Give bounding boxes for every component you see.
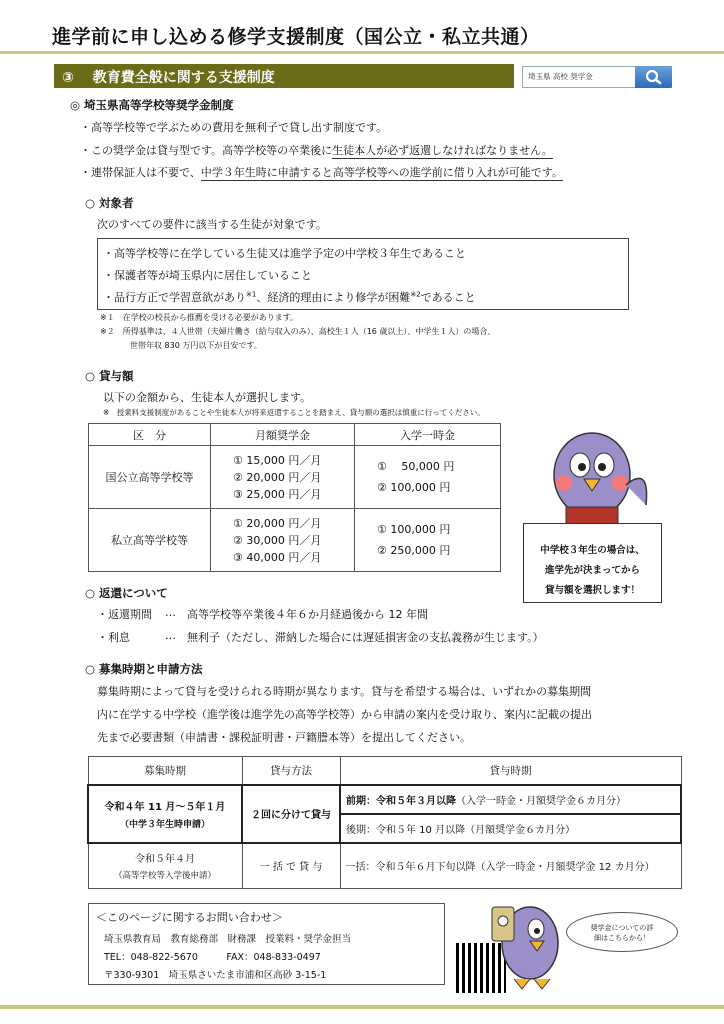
contact-line-1: 埼玉県教育局 教育総務部 財務課 授業料・奨学金担当	[104, 934, 352, 945]
program-bullet-2: ・この奨学金は貸与型です。高等学校等の卒業後に生徒本人が必ず返還しなければなりません。	[80, 144, 553, 157]
table-row	[89, 509, 501, 572]
category-cell: 国公立高等学校等	[89, 446, 211, 509]
eligibility-intro: 次のすべての要件に該当する生徒が対象です。	[97, 218, 327, 231]
application-text-1: 募集時期によって貸与を受けられる時期が異なります。貸与を希望する場合は、いずれかの募集期間	[97, 685, 592, 698]
contact-line-2: TEL：048-822-5670 FAX：048-833-0497	[104, 952, 321, 963]
page-title: 進学前に申し込める修学支援制度（国公立・私立共通）	[52, 26, 540, 48]
interest-text: 無利子（ただし、滞納した場合には遅延損害金の支払義務が生じます。）	[187, 631, 544, 644]
contact-heading: ＜このページに関するお問い合わせ＞	[96, 911, 283, 924]
loan-table	[88, 423, 501, 572]
repayment-period-label: ・返還期間	[97, 608, 152, 621]
program-bullet-3: ・連帯保証人は不要で、中学３年生時に申請すると高等学校等への進学前に借り入れが可能です。	[80, 166, 563, 179]
bottom-divider	[0, 1005, 724, 1009]
col-header-entry: 入学一時金	[355, 424, 501, 446]
timing-cell: 一括：令和５年６月下旬以降（入学一時金・月額奨学金 12 カ月分）	[340, 843, 681, 889]
application-text-3: 先まで必要書類（申請書・課税証明書・戸籍謄本等）を提出してください。	[97, 731, 471, 744]
section-number: ③	[62, 70, 74, 86]
underlined-text: 生徒本人が必ず返還しなければなりません。	[332, 144, 553, 157]
contact-line-3: 〒330-9301 埼玉県さいたま市浦和区高砂 3-15-1	[104, 970, 327, 981]
underlined-text: 中学３年生時に申請すると高等学校等への進学前に借り入れが可能です。	[200, 166, 563, 179]
repayment-period-sep: …	[165, 606, 176, 619]
loan-heading: ○ 貸与額	[85, 369, 134, 383]
search-button[interactable]	[635, 66, 672, 88]
section-header	[54, 64, 514, 88]
entry-cell: ① 100,000 円 ② 250,000 円	[355, 509, 501, 572]
timing-cell: 後期：令和５年 10 月以降（月額奨学金６カ月分）	[340, 814, 681, 843]
table-row	[89, 446, 501, 509]
monthly-cell: ① 20,000 円／月 ② 30,000 円／月 ③ 40,000 円／月	[211, 509, 355, 572]
col-header-method: 貸与方法	[242, 757, 340, 785]
interest-sep: …	[165, 629, 176, 642]
note-1: ※１ 在学校の校長から推薦を受ける必要があります。	[100, 313, 299, 322]
method-cell: ２回に分けて貸与	[242, 785, 340, 843]
timing-cell: 前期：令和５年３月以降（入学一時金・月額奨学金６カ月分）	[340, 785, 681, 814]
note-2-cont: 世帯年収 830 万円以下が目安です。	[130, 341, 262, 350]
program-bullet-1: ・高等学校等で学ぶための費用を無利子で貸し出す制度です。	[80, 121, 388, 134]
requirement-3: ・品行方正で学習意欲があり$^{※1}$、経済的理由により修学が困難$^{※2}$であること	[103, 290, 476, 304]
category-cell: 私立高等学校等	[89, 509, 211, 572]
period-cell: 令和５年４月 （高等学校等入学後申請）	[88, 843, 242, 889]
search-text: 埼玉県 高校 奨学金	[528, 72, 593, 81]
col-header-monthly: 月額奨学金	[211, 424, 355, 446]
application-heading: ○ 募集時期と申請方法	[85, 662, 203, 676]
interest-label: ・利息	[97, 631, 130, 644]
mascot-illustration	[530, 425, 660, 535]
mascot-speech-bubble: 中学校３年生の場合は、 進学先が決まってから 貸与額を選択します！	[523, 523, 662, 603]
requirement-2: ・保護者等が埼玉県内に居住していること	[103, 269, 312, 282]
table-row	[88, 785, 681, 814]
col-header-category: 区 分	[89, 424, 211, 446]
title-divider	[0, 51, 724, 54]
table-row	[88, 843, 681, 889]
period-cell: 令和４年 11 月～５年１月 （中学３年生時申請）	[88, 785, 242, 843]
application-table	[87, 756, 682, 889]
requirement-1: ・高等学校等に在学している生徒又は進学予定の中学校３年生であること	[103, 247, 466, 260]
program-heading: ◎ 埼玉県高等学校等奨学金制度	[70, 98, 234, 112]
repayment-heading: ○ 返還について	[85, 586, 168, 600]
eligibility-heading: ○ 対象者	[85, 196, 134, 210]
loan-note: ※ 授業料支援制度があることや生徒本人が将来返還することを踏まえ、貸与額の選択は慎重に行ってください。	[103, 408, 485, 417]
footer-speech-bubble: 奨学金についての詳 細はこちらから！	[566, 912, 678, 952]
col-header-timing: 貸与時期	[340, 757, 681, 785]
col-header-period: 募集時期	[88, 757, 242, 785]
section-title: 教育費全般に関する支援制度	[92, 70, 275, 86]
repayment-period-text: 高等学校等卒業後４年６か月経過後から 12 年間	[187, 608, 428, 621]
application-text-2: 内に在学する中学校（進学後は進学先の高等学校等）から申請の案内を受け取り、案内に記載の提出	[97, 708, 592, 721]
search-icon	[635, 66, 672, 88]
method-cell: 一 括 で 貸 与	[242, 843, 340, 889]
entry-cell: ① 50,000 円 ② 100,000 円	[355, 446, 501, 509]
monthly-cell: ① 15,000 円／月 ② 20,000 円／月 ③ 25,000 円／月	[211, 446, 355, 509]
loan-intro: 以下の金額から、生徒本人が選択します。	[103, 391, 312, 404]
footer-mascot-illustration	[486, 893, 572, 993]
note-2: ※２ 所得基準は、４人世帯（夫婦片働き（給与収入のみ）、高校生１人（16 歳以上）、中学生１人）の場合、	[100, 327, 496, 336]
